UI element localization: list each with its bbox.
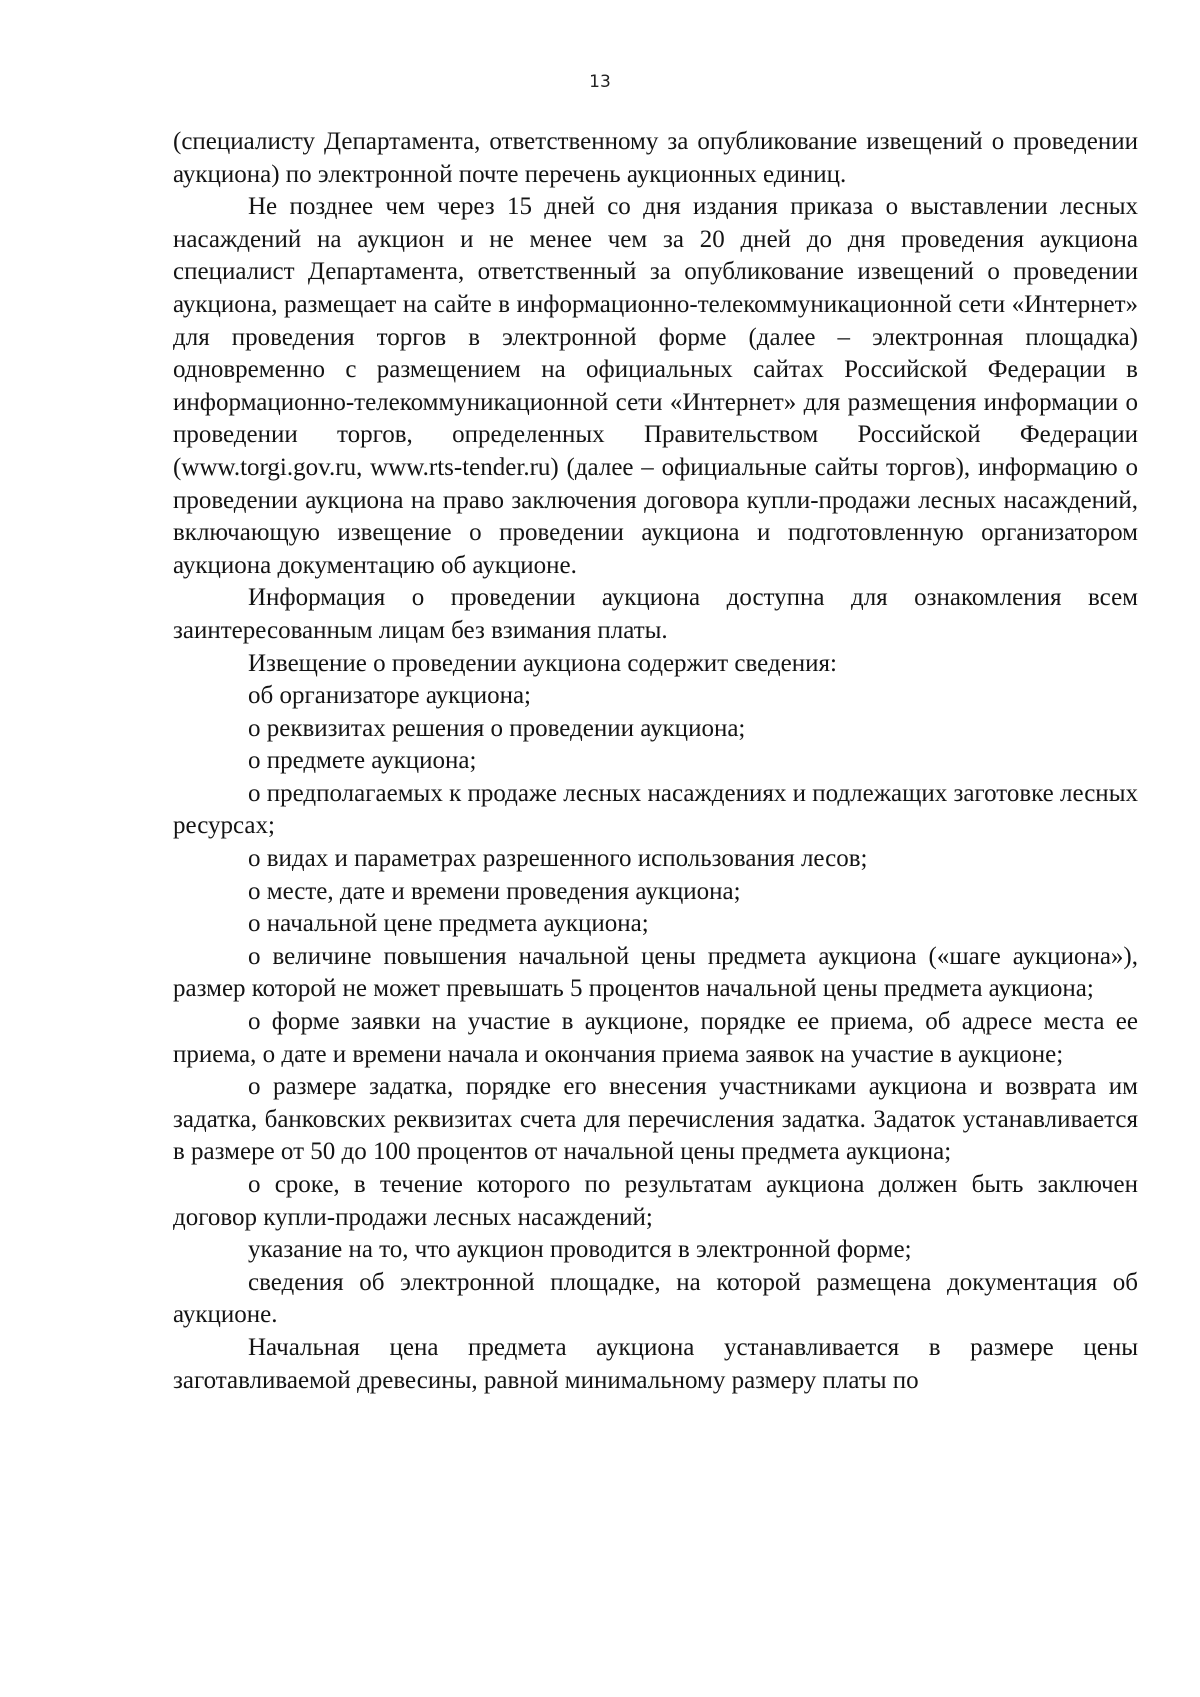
- paragraph-publication-procedure: Не позднее чем через 15 дней со дня издания приказа о выставлении лесных насаждений на аукцион и не менее чем за 20 дней до дня проведения аукциона специалист Департамента, ответственный за опубликование извещений о проведении аукциона, размещает на сайте в информационно-телекоммуникационной сети «Интернет» для проведения торгов в электронной форме (далее – электронная площадка) одновременно с размещением на официальных сайтах Российской Федерации в информационно-телекоммуникационной сети «Интернет» для размещения информации о проведении торгов, определенных Правительством Российской Федерации (www.torgi.gov.ru, www.rts-tender.ru) (далее – официальные сайты торгов), информацию о проведении аукциона на право заключения договора купли-продажи лесных насаждений, включающую извещение о проведении аукциона и подготовленную организатором аукциона документацию об аукционе.: [173, 193, 1138, 579]
- list-item-decision-details: о реквизитах решения о проведении аукциона;: [248, 714, 746, 742]
- list-item-organizer: об организаторе аукциона;: [248, 682, 531, 710]
- paragraph-initial-price-rule: Начальная цена предмета аукциона устанавливается в размере цены заготавливаемой древесины, равной минимальному размеру платы по: [173, 1333, 1138, 1394]
- paragraph-continuation: (специалисту Департамента, ответственному за опубликование извещений о проведении аукциона) по электронной почте перечень аукционных единиц.: [173, 128, 1138, 188]
- paragraph-free-access: Информация о проведении аукциона доступна для ознакомления всем заинтересованным лицам без взимания платы.: [173, 584, 1138, 644]
- list-item-forest-plantations: о предполагаемых к продаже лесных насаждениях и подлежащих заготовке лесных ресурсах;: [173, 779, 1138, 840]
- page-number: 13: [589, 72, 611, 92]
- list-item-electronic-form: указание на то, что аукцион проводится в электронной форме;: [248, 1236, 912, 1264]
- list-item-electronic-platform: сведения об электронной площадке, на которой размещена документация об аукционе.: [173, 1268, 1138, 1329]
- paragraph-notice-contents-intro: Извещение о проведении аукциона содержит сведения:: [248, 649, 837, 677]
- list-item-auction-step: о величине повышения начальной цены предмета аукциона («шаге аукциона»), размер которой не может превышать 5 процентов начальной цены предмета аукциона;: [173, 942, 1138, 1003]
- list-item-application-form: о форме заявки на участие в аукционе, порядке ее приема, об адресе места ее приема, о дате и времени начала и окончания приема заявок на участие в аукционе;: [173, 1008, 1138, 1068]
- list-item-initial-price: о начальной цене предмета аукциона;: [248, 910, 649, 938]
- list-item-forest-use: о видах и параметрах разрешенного использования лесов;: [248, 845, 868, 873]
- list-item-contract-term: о сроке, в течение которого по результатам аукциона должен быть заключен договор купли-продажи лесных насаждений;: [173, 1171, 1138, 1231]
- list-item-place-date-time: о месте, дате и времени проведения аукциона;: [248, 877, 741, 905]
- document-body: [173, 126, 1138, 1397]
- list-item-deposit: о размере задатка, порядке его внесения участниками аукциона и возврата им задатка, банковских реквизитах счета для перечисления задатка. Задаток устанавливается в размере от 50 до 100 процентов от начальной цены предмета аукциона;: [173, 1073, 1138, 1166]
- list-item-subject: о предмете аукциона;: [248, 747, 477, 775]
